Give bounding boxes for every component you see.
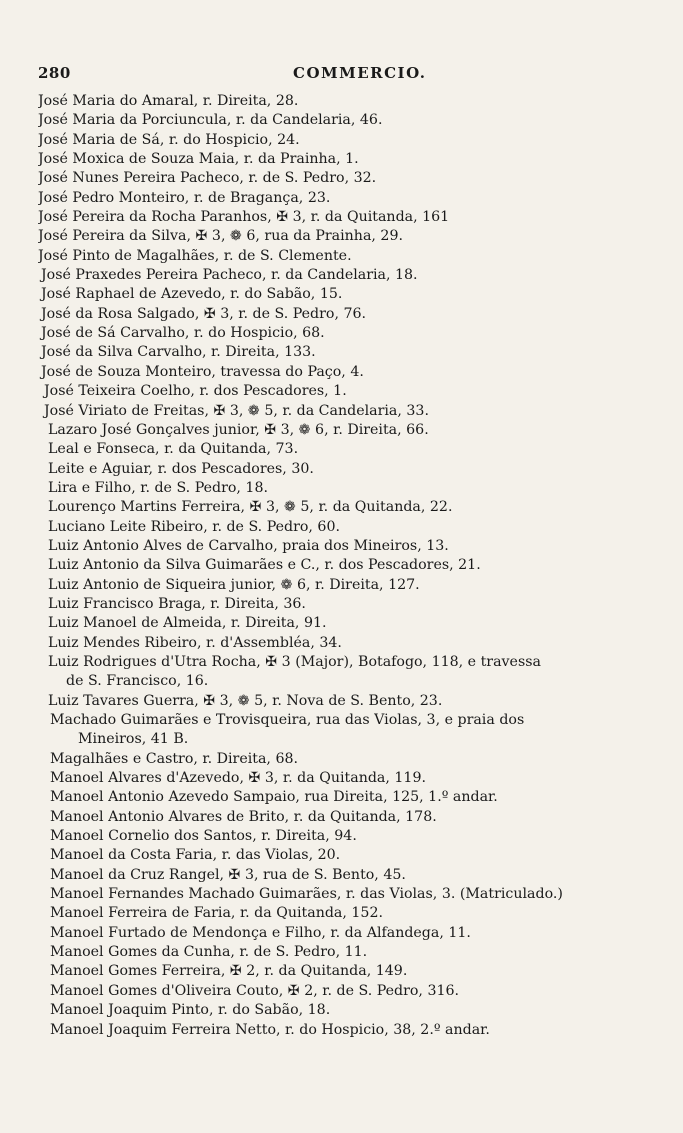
directory-entry: Manoel Antonio Azevedo Sampaio, rua Direita, 125, 1.º andar. bbox=[50, 789, 498, 806]
directory-entry: Magalhães e Castro, r. Direita, 68. bbox=[50, 750, 299, 767]
directory-entry: Manoel Gomes Ferreira, ✠ 2, r. da Quitanda, 149. bbox=[50, 963, 408, 980]
directory-entry: Leal e Fonseca, r. da Quitanda, 73. bbox=[48, 441, 299, 458]
directory-entry: Machado Guimarães e Trovisqueira, rua das Violas, 3, e praia dos bbox=[50, 712, 525, 728]
directory-entry: Luiz Antonio Alves de Carvalho, praia dos Mineiros, 13. bbox=[48, 537, 449, 554]
directory-entry: Luciano Leite Ribeiro, r. de S. Pedro, 60. bbox=[48, 518, 340, 535]
directory-entry: José Pedro Monteiro, r. de Bragança, 23. bbox=[38, 189, 331, 206]
directory-entry: José Maria de Sá, r. do Hospicio, 24. bbox=[38, 131, 300, 148]
directory-entry: Luiz Tavares Guerra, ✠ 3, ❁ 5, r. Nova de S. Bento, 23. bbox=[48, 692, 443, 709]
directory-entry: José Teixeira Coelho, r. dos Pescadores, 1. bbox=[44, 383, 347, 400]
directory-entry: Manoel Fernandes Machado Guimarães, r. das Violas, 3. (Matriculado.) bbox=[50, 886, 563, 903]
directory-entry: José Moxica de Souza Maia, r. da Prainha, 1. bbox=[38, 151, 359, 168]
directory-entry: José Maria do Amaral, r. Direita, 28. bbox=[38, 93, 299, 109]
page-header bbox=[38, 64, 648, 86]
directory-entry: José de Sá Carvalho, r. do Hospicio, 68. bbox=[41, 325, 325, 342]
directory-entry: José da Silva Carvalho, r. Direita, 133. bbox=[41, 344, 316, 361]
directory-list bbox=[38, 92, 670, 1040]
directory-entry: Leite e Aguiar, r. dos Pescadores, 30. bbox=[48, 460, 314, 477]
directory-entry: José de Souza Monteiro, travessa do Paço, 4. bbox=[41, 363, 364, 380]
directory-entry: Luiz Mendes Ribeiro, r. d'Assembléa, 34. bbox=[48, 634, 342, 651]
directory-entry: Manoel Joaquim Ferreira Netto, r. do Hospicio, 38, 2.º andar. bbox=[50, 1021, 490, 1038]
directory-entry: José da Rosa Salgado, ✠ 3, r. de S. Pedro, 76. bbox=[41, 305, 367, 322]
directory-entry: Luiz Francisco Braga, r. Direita, 36. bbox=[48, 595, 306, 612]
directory-entry: Manoel Ferreira de Faria, r. da Quitanda, 152. bbox=[50, 905, 383, 922]
directory-entry: José Maria da Porciuncula, r. da Candelaria, 46. bbox=[38, 112, 383, 129]
directory-entry-continuation: Mineiros, 41 B. bbox=[78, 731, 189, 748]
running-head: COMMERCIO. bbox=[293, 64, 427, 82]
directory-entry: José Raphael de Azevedo, r. do Sabão, 15. bbox=[41, 286, 343, 303]
directory-entry: Manoel Alvares d'Azevedo, ✠ 3, r. da Quitanda, 119. bbox=[50, 770, 426, 787]
directory-entry: José Pereira da Rocha Paranhos, ✠ 3, r. da Quitanda, 161 bbox=[38, 209, 450, 226]
directory-entry: Luiz Rodrigues d'Utra Rocha, ✠ 3 (Major), Botafogo, 118, e travessa bbox=[48, 653, 541, 670]
directory-entry: Luiz Manoel de Almeida, r. Direita, 91. bbox=[48, 615, 327, 632]
directory-entry: Lazaro José Gonçalves junior, ✠ 3, ❁ 6, r. Direita, 66. bbox=[48, 421, 429, 438]
directory-entry: Lira e Filho, r. de S. Pedro, 18. bbox=[48, 479, 268, 496]
directory-entry: José Praxedes Pereira Pacheco, r. da Candelaria, 18. bbox=[41, 267, 418, 284]
directory-entry-continuation: de S. Francisco, 16. bbox=[66, 673, 209, 690]
directory-entry: Manoel Gomes da Cunha, r. de S. Pedro, 11. bbox=[50, 944, 368, 961]
directory-entry: Luiz Antonio da Silva Guimarães e C., r. dos Pescadores, 21. bbox=[48, 557, 481, 574]
directory-entry: Manoel Furtado de Mendonça e Filho, r. da Alfandega, 11. bbox=[50, 924, 471, 941]
directory-entry: José Viriato de Freitas, ✠ 3, ❁ 5, r. da Candelaria, 33. bbox=[44, 402, 429, 419]
directory-entry: Luiz Antonio de Siqueira junior, ❁ 6, r. Direita, 127. bbox=[48, 576, 420, 593]
directory-entry: José Pereira da Silva, ✠ 3, ❁ 6, rua da Prainha, 29. bbox=[38, 228, 403, 245]
directory-entry: Manoel da Cruz Rangel, ✠ 3, rua de S. Bento, 45. bbox=[50, 866, 406, 883]
directory-entry: José Pinto de Magalhães, r. de S. Clemente. bbox=[38, 247, 352, 264]
directory-entry: Lourenço Martins Ferreira, ✠ 3, ❁ 5, r. da Quitanda, 22. bbox=[48, 499, 453, 516]
directory-entry: José Nunes Pereira Pacheco, r. de S. Pedro, 32. bbox=[38, 170, 377, 187]
directory-entry: Manoel Cornelio dos Santos, r. Direita, 94. bbox=[50, 828, 357, 845]
directory-entry: Manoel Antonio Alvares de Brito, r. da Quitanda, 178. bbox=[50, 808, 437, 825]
directory-entry: Manoel Gomes d'Oliveira Couto, ✠ 2, r. de S. Pedro, 316. bbox=[50, 982, 460, 999]
directory-entry: Manoel Joaquim Pinto, r. do Sabão, 18. bbox=[50, 1002, 331, 1019]
directory-entry: Manoel da Costa Faria, r. das Violas, 20. bbox=[50, 847, 341, 864]
page-number: 280 bbox=[38, 64, 71, 82]
